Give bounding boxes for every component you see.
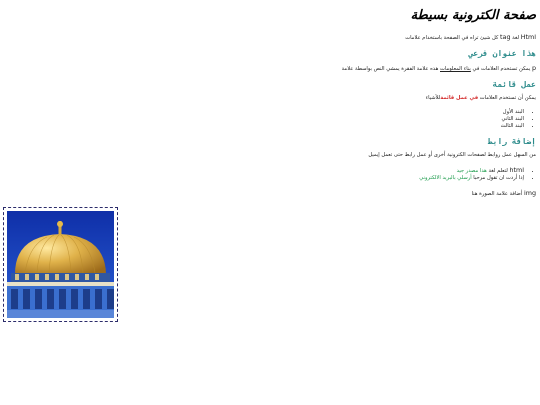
- list-item: • البند الأول: [4, 109, 524, 115]
- section2-text-2: للأشياء: [425, 95, 441, 101]
- section2-text-1: يمكن أن تستخدم العلامات: [478, 95, 536, 101]
- image-note-text: أضافة علامة الصورة هنا: [471, 191, 524, 197]
- intro-text-1: لغة: [510, 35, 521, 41]
- section2-paragraph: [4, 95, 536, 101]
- image-frame: [3, 207, 118, 322]
- list-highlight-text: في عمل قائمة: [440, 95, 479, 101]
- image-note: [4, 189, 536, 197]
- good-source-link[interactable]: هذا مصدر جيد: [456, 168, 487, 174]
- hello-text: إذا أردت ان تقول مرحبا: [471, 175, 524, 181]
- section-heading-link: إضافة رابط: [487, 137, 536, 146]
- img-tag-word: img: [523, 189, 536, 197]
- section-heading-list: عمل قائمة: [492, 80, 536, 89]
- intro-html-word: Html: [520, 33, 536, 41]
- list-item: • البند الثاني: [4, 116, 524, 122]
- learn-text: لتعلم لغة: [486, 168, 510, 174]
- page-content: [0, 0, 540, 197]
- intro-tag-word: tag: [500, 33, 511, 41]
- section1-text-2: هذه علامة الفقرة يمشي النص بواسطة علامة: [341, 66, 440, 72]
- section3-paragraph: من السهل عمل روابط لصفحات الكترونية أخرى أو عمل رابط حتى تعمل إيميل: [368, 152, 536, 158]
- intro-paragraph: [4, 33, 536, 41]
- list-item: • البند الثالث: [4, 123, 524, 129]
- dome-photo: [7, 211, 114, 318]
- section1-text-1: يمكن تستخدم العلامات في: [470, 66, 532, 72]
- intro-text-2: كل شيئ تراه في الصفحة باستخدام علامات: [405, 35, 501, 41]
- html-word: html: [509, 166, 524, 174]
- p-tag-word: p: [531, 64, 536, 72]
- section-heading-subtitle: هذا عنوان فرعي: [468, 49, 536, 58]
- link-list: [4, 166, 536, 181]
- page-title: صفحة الكترونية بسيطة: [410, 8, 536, 23]
- bullet-list: [4, 109, 536, 129]
- list-item: [4, 175, 524, 181]
- email-link[interactable]: أرسلي بالبريد الالكتروني: [419, 175, 472, 181]
- list-item: [4, 166, 524, 174]
- info-building-link[interactable]: بناء المعلومات: [440, 66, 471, 72]
- section1-paragraph: [4, 64, 536, 72]
